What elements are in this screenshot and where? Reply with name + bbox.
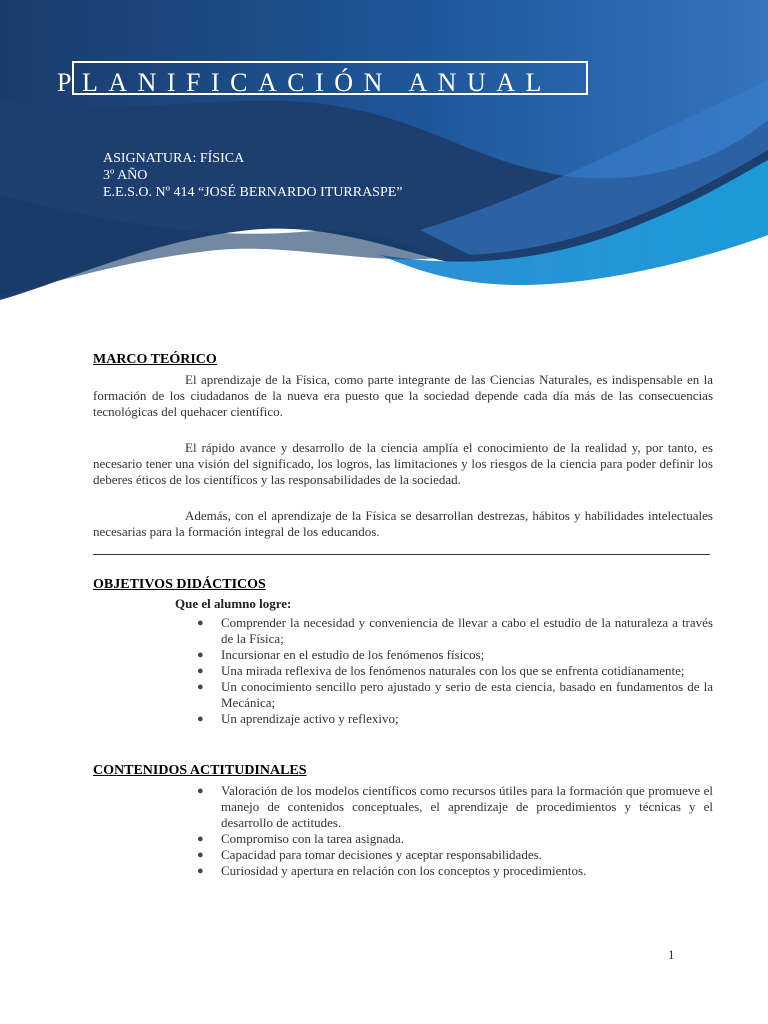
marco-paragraph-2 [93, 440, 713, 488]
bullet-icon: ● [197, 617, 204, 629]
bullet-icon: ● [197, 681, 204, 693]
marco-paragraph-1 [93, 372, 713, 420]
actitudinales-list [93, 783, 713, 879]
bullet-icon: ● [197, 665, 204, 677]
bullet-icon: ● [197, 833, 204, 845]
marco-paragraph-2-text: El rápido avance y desarrollo de la ciencia amplía el conocimiento de la realidad y, por tanto, es necesario tener una visión del significado, los logros, las limitaciones y los riesgos de la ciencia para poder definir los deberes éticos de los científicos y las responsabilidades de la sociedad. [93, 440, 713, 487]
bullet-icon: ● [197, 849, 204, 861]
list-item [93, 783, 713, 831]
actitudinal-text-4: Curiosidad y apertura en relación con los conceptos y procedimientos. [221, 863, 587, 878]
objetivo-text-1: Comprender la necesidad y conveniencia de llevar a cabo el estudio de la naturaleza a través de la Física; [221, 615, 713, 646]
bullet-icon: ● [197, 785, 204, 797]
actitudinal-text-2: Compromiso con la tarea asignada. [221, 831, 405, 846]
subject-line: ASIGNATURA: FÍSICA [103, 151, 245, 166]
marco-paragraph-1-text: El aprendizaje de la Física, como parte integrante de las Ciencias Naturales, es indispensable en la formación de los ciudadanos de la nueva era puesto que la sociedad depende cada día más de las consecuencias tecnológicas del quehacer científico. [93, 372, 713, 419]
year-line: 3º AÑO [103, 168, 148, 183]
marco-paragraph-3-text: Además, con el aprendizaje de la Física se desarrollan destrezas, hábitos y habilidades intelectuales necesarias para la formación integral de los educandos. [93, 508, 713, 539]
school-line: E.E.S.O. Nº 414 “JOSÉ BERNARDO ITURRASPE” [103, 185, 403, 200]
list-item [93, 663, 713, 679]
list-item [93, 679, 713, 711]
marco-paragraph-3 [93, 508, 713, 540]
list-item [93, 847, 713, 863]
page-number: 1 [668, 947, 675, 962]
objetivo-text-3: Una mirada reflexiva de los fenómenos naturales con los que se enfrenta cotidianamente; [221, 663, 685, 678]
bullet-icon: ● [197, 649, 204, 661]
list-item [93, 615, 713, 647]
subject-block [103, 150, 403, 201]
objetivos-list [93, 615, 713, 727]
bullet-icon: ● [197, 713, 204, 725]
objetivo-text-4: Un conocimiento sencillo pero ajustado y serio de esta ciencia, basado en fundamentos de la Mecánica; [221, 679, 713, 710]
list-item [93, 831, 713, 847]
objetivos-subtitle: Que el alumno logre: [175, 596, 292, 611]
list-item [93, 711, 713, 727]
objetivo-text-2: Incursionar en el estudio de los fenómenos físicos; [221, 647, 485, 662]
list-item [93, 647, 713, 663]
list-item [93, 863, 713, 879]
objetivo-text-5: Un aprendizaje activo y reflexivo; [221, 711, 399, 726]
objetivos-heading: OBJETIVOS DIDÁCTICOS [93, 577, 266, 592]
actitudinal-text-3: Capacidad para tomar decisiones y aceptar responsabilidades. [221, 847, 542, 862]
section-divider [93, 554, 710, 555]
marco-teorico-heading: MARCO TEÓRICO [93, 352, 217, 367]
document-title: PLANIFICACIÓN ANUAL [57, 68, 552, 97]
actitudinales-heading: CONTENIDOS ACTITUDINALES [93, 763, 307, 778]
bullet-icon: ● [197, 865, 204, 877]
actitudinal-text-1: Valoración de los modelos científicos como recursos útiles para la formación que promueve el manejo de contenidos conceptuales, el aprendizaje de procedimientos y técnicas y el desarrollo de actitudes. [221, 783, 713, 830]
